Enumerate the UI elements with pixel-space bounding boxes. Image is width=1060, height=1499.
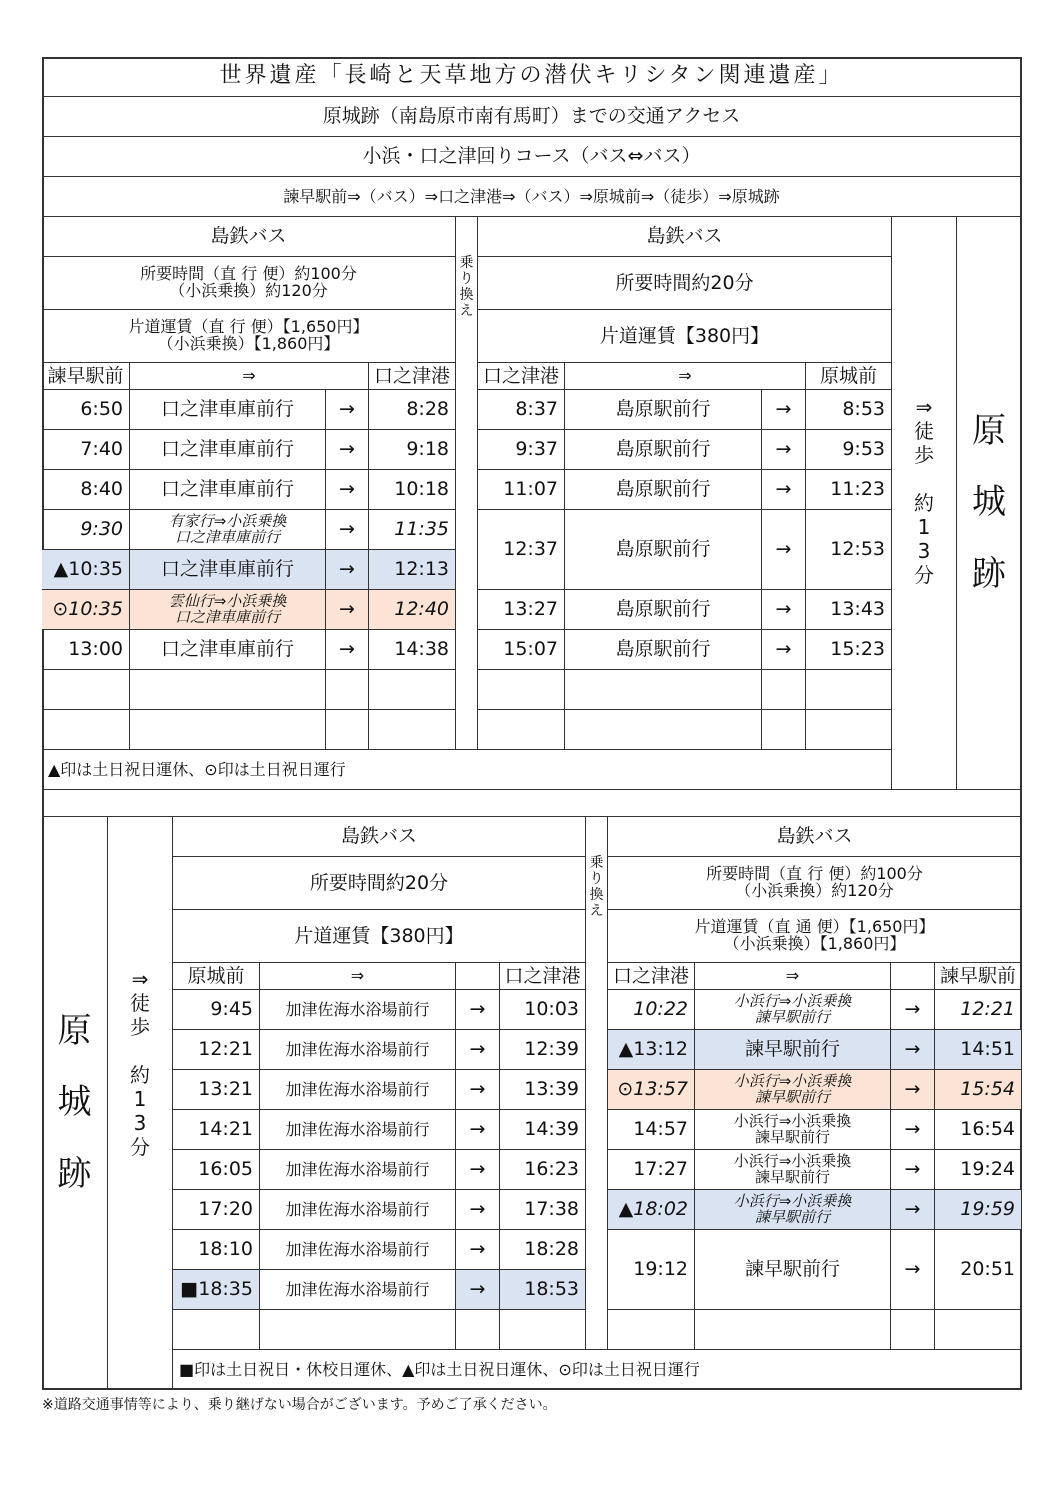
destination-cell-line: 口之津車庫前行 — [174, 527, 280, 546]
col-arrow-blank — [891, 963, 935, 990]
arrow-cell: → — [326, 550, 369, 590]
arrow-cell: → — [762, 590, 806, 630]
destination-cell-line: 小浜行⇒小浜乗換 — [733, 1071, 852, 1090]
destination-cell: 諫早駅前行 — [695, 1230, 891, 1310]
arrow-cell: → — [326, 510, 369, 550]
blank-cell — [42, 670, 130, 710]
destination-cell: 加津佐海水浴場前行 — [260, 1030, 456, 1070]
arrow-cell: → — [891, 1030, 935, 1070]
blank-cell — [806, 670, 892, 710]
transfer-char: え — [589, 903, 604, 920]
arrow-cell: → — [326, 630, 369, 670]
departure-time: 7:40 — [42, 430, 130, 470]
outbound-footnote: ▲印は土日祝日運休、⊙印は土日祝日運行 — [42, 750, 892, 790]
destination-cell-line: 口之津車庫前行 — [174, 607, 280, 626]
arrival-time: 20:51 — [935, 1230, 1022, 1310]
destination-cell-line: 有家行⇒小浜乗換 — [168, 511, 287, 530]
destination-cell: 口之津車庫前行 — [130, 630, 326, 670]
blank-cell — [326, 710, 369, 750]
destination-cell-line: 小浜行⇒小浜乗換 — [733, 1151, 852, 1170]
destination-label-char: 原 — [972, 410, 1006, 451]
leg1-fare-line: 片道運賃（直 行 便）【1,650円】 — [128, 317, 369, 337]
destination-cell — [695, 1150, 891, 1190]
arrow-cell: → — [891, 1150, 935, 1190]
departure-time: 17:20 — [173, 1190, 260, 1230]
departure-time: 17:27 — [608, 1150, 695, 1190]
departure-time: 13:21 — [173, 1070, 260, 1110]
destination-cell-line: 小浜行⇒小浜乗換 — [733, 1111, 852, 1130]
leg2-time-line: （小浜乗換）約120分 — [735, 881, 894, 900]
arrival-time: 9:18 — [369, 430, 456, 470]
destination-cell-line: 雲仙行⇒小浜乗換 — [168, 591, 287, 610]
course-title: 小浜・口之津回りコース（バス⇔バス） — [42, 137, 1022, 177]
arrival-time: 18:53 — [500, 1270, 586, 1310]
destination-cell-line: 諫早駅前行 — [754, 1087, 830, 1106]
arrow-cell: → — [326, 470, 369, 510]
arrival-time: 11:23 — [806, 470, 892, 510]
transfer-char: 換 — [589, 887, 604, 904]
departure-time: 10:22 — [608, 990, 695, 1030]
col-from: 原城前 — [173, 963, 260, 990]
arrow-cell: → — [762, 470, 806, 510]
destination-cell: 加津佐海水浴場前行 — [260, 1070, 456, 1110]
blank-cell — [456, 1310, 500, 1350]
departure-time: 16:05 — [173, 1150, 260, 1190]
walk-column-char — [921, 467, 927, 491]
arrival-time: 15:23 — [806, 630, 892, 670]
arrow-cell: → — [762, 390, 806, 430]
arrival-time: 15:54 — [935, 1070, 1022, 1110]
arrival-time: 9:53 — [806, 430, 892, 470]
departure-time: 13:00 — [42, 630, 130, 670]
departure-time: 12:37 — [478, 510, 565, 590]
arrival-time: 12:13 — [369, 550, 456, 590]
destination-cell — [695, 1070, 891, 1110]
destination-cell-line: 小浜行⇒小浜乗換 — [733, 991, 852, 1010]
blank-cell — [695, 1310, 891, 1350]
col-from: 口之津港 — [608, 963, 695, 990]
departure-time: ■18:35 — [173, 1270, 260, 1310]
leg2-time-line: 所要時間（直 行 便）約100分 — [706, 864, 923, 884]
col-arrow-blank — [456, 963, 500, 990]
disclaimer: ※道路交通事情等により、乗り継げない場合がございます。予めご了承ください。 — [42, 1397, 557, 1413]
arrow-cell: → — [891, 1230, 935, 1310]
departure-time: ▲13:12 — [608, 1030, 695, 1070]
destination-cell — [695, 1190, 891, 1230]
leg1-time — [42, 257, 456, 310]
col-to: 口之津港 — [369, 363, 456, 390]
walk-column-char: 分 — [130, 1135, 150, 1159]
destination-label — [957, 217, 1022, 790]
destination-cell-line: 諫早駅前行 — [754, 1207, 830, 1226]
route-summary: 諫早駅前⇒（バス）⇒口之津港⇒（バス）⇒原城前⇒（徒歩）⇒原城跡 — [42, 177, 1022, 217]
departure-time: ⊙13:57 — [608, 1070, 695, 1110]
arrow-cell: → — [891, 1190, 935, 1230]
destination-label-char: 跡 — [972, 553, 1006, 594]
destination-cell: 島原駅前行 — [565, 590, 762, 630]
inbound-footnote: ■印は土日祝日・休校日運休、▲印は土日祝日運休、⊙印は土日祝日運行 — [173, 1350, 1022, 1390]
arrow-cell: → — [456, 1070, 500, 1110]
destination-cell — [695, 1110, 891, 1150]
blank-cell — [806, 710, 892, 750]
leg1-time: 所要時間約20分 — [173, 857, 586, 910]
walk-column-char: 1 — [133, 1087, 147, 1111]
blank-cell — [326, 670, 369, 710]
departure-time: 8:37 — [478, 390, 565, 430]
arrow-cell: → — [762, 430, 806, 470]
leg2-fare-line: 片道運賃（直 通 便）【1,650円】 — [694, 917, 935, 937]
departure-time: 11:07 — [478, 470, 565, 510]
destination-cell: 口之津車庫前行 — [130, 390, 326, 430]
destination-cell: 加津佐海水浴場前行 — [260, 990, 456, 1030]
transfer-label — [456, 217, 478, 750]
blank-cell — [369, 710, 456, 750]
col-from: 口之津港 — [478, 363, 565, 390]
departure-time: 12:21 — [173, 1030, 260, 1070]
destination-cell — [695, 990, 891, 1030]
destination-cell: 口之津車庫前行 — [130, 550, 326, 590]
leg1-time-line: 所要時間（直 行 便）約100分 — [140, 264, 357, 284]
walk-column-char: 約 — [914, 491, 934, 515]
walk-column-char: 1 — [917, 515, 931, 539]
walk-column-char: 歩 — [130, 1015, 150, 1039]
transfer-label — [586, 817, 608, 1350]
destination-cell: 島原駅前行 — [565, 630, 762, 670]
arrival-time: 8:53 — [806, 390, 892, 430]
arrival-time: 10:18 — [369, 470, 456, 510]
blank-cell — [565, 670, 762, 710]
arrow-cell: → — [762, 510, 806, 590]
arrow-cell: → — [456, 990, 500, 1030]
arrival-time: 14:38 — [369, 630, 456, 670]
arrival-time: 19:59 — [935, 1190, 1022, 1230]
blank-cell — [42, 710, 130, 750]
blank-cell — [260, 1310, 456, 1350]
departure-time: 14:57 — [608, 1110, 695, 1150]
walk-column-char: ⇒ — [131, 967, 149, 991]
destination-cell: 加津佐海水浴場前行 — [260, 1270, 456, 1310]
origin-label-char: 跡 — [57, 1153, 92, 1194]
destination-cell: 加津佐海水浴場前行 — [260, 1110, 456, 1150]
arrow-cell: → — [891, 1110, 935, 1150]
arrival-time: 14:51 — [935, 1030, 1022, 1070]
walk-column-char: 3 — [917, 539, 931, 563]
arrow-cell: → — [762, 630, 806, 670]
destination-cell: 加津佐海水浴場前行 — [260, 1150, 456, 1190]
leg2-time: 所要時間約20分 — [478, 257, 892, 310]
walk-column-char — [137, 1039, 143, 1063]
destination-cell-line: 諫早駅前行 — [754, 1007, 830, 1026]
departure-time: ⊙10:35 — [42, 590, 130, 630]
arrow-cell: → — [326, 430, 369, 470]
leg1-operator: 島鉄バス — [173, 817, 586, 857]
arrow-cell: → — [456, 1110, 500, 1150]
leg1-fare — [42, 310, 456, 363]
arrow-cell: → — [456, 1150, 500, 1190]
transfer-char: り — [589, 871, 604, 888]
walk-column — [108, 817, 173, 1390]
origin-label — [42, 817, 108, 1390]
departure-time: 9:30 — [42, 510, 130, 550]
origin-label-char: 原 — [57, 1010, 92, 1051]
arrival-time: 12:21 — [935, 990, 1022, 1030]
arrow-cell: → — [326, 390, 369, 430]
departure-time: 6:50 — [42, 390, 130, 430]
destination-cell: 島原駅前行 — [565, 430, 762, 470]
arrival-time: 19:24 — [935, 1150, 1022, 1190]
blank-cell — [565, 710, 762, 750]
departure-time: 9:37 — [478, 430, 565, 470]
destination-cell-line: 諫早駅前行 — [754, 1127, 830, 1146]
arrow-cell: → — [326, 590, 369, 630]
leg1-fare-line: （小浜乗換）【1,860円】 — [157, 334, 340, 353]
blank-cell — [130, 670, 326, 710]
walk-column — [892, 217, 957, 790]
departure-time: 19:12 — [608, 1230, 695, 1310]
page-title: 世界遺産「長崎と天草地方の潜伏キリシタン関連遺産」 — [42, 57, 1022, 97]
arrival-time: 13:43 — [806, 590, 892, 630]
blank-cell — [762, 670, 806, 710]
transfer-char: え — [459, 303, 474, 320]
blank-cell — [500, 1310, 586, 1350]
destination-cell — [130, 590, 326, 630]
leg2-time — [608, 857, 1022, 910]
destination-cell-line: 諫早駅前行 — [754, 1167, 830, 1186]
walk-column-char: 徒 — [130, 991, 150, 1015]
destination-cell-line: 小浜行⇒小浜乗換 — [733, 1191, 852, 1210]
arrival-time: 12:53 — [806, 510, 892, 590]
arrow-cell: → — [456, 1270, 500, 1310]
walk-column-char: 徒 — [914, 419, 934, 443]
destination-cell: 加津佐海水浴場前行 — [260, 1190, 456, 1230]
destination-cell: 口之津車庫前行 — [130, 430, 326, 470]
blank-cell — [891, 1310, 935, 1350]
destination-cell: 島原駅前行 — [565, 510, 762, 590]
blank-cell — [608, 1310, 695, 1350]
transfer-char: 乗 — [589, 855, 604, 871]
walk-column-char: 歩 — [914, 443, 934, 467]
leg1-time-line: （小浜乗換）約120分 — [169, 281, 328, 300]
origin-label-char: 城 — [57, 1082, 92, 1123]
leg1-operator: 島鉄バス — [42, 217, 456, 257]
arrow-cell: → — [891, 1070, 935, 1110]
arrival-time: 11:35 — [369, 510, 456, 550]
col-to: 諫早駅前 — [935, 963, 1022, 990]
transfer-char: り — [459, 271, 474, 288]
walk-column-char: 3 — [133, 1111, 147, 1135]
leg2-fare-line: （小浜乗換）【1,860円】 — [723, 934, 906, 953]
col-arrow: ⇒ — [695, 963, 891, 990]
blank-cell — [369, 670, 456, 710]
destination-cell: 島原駅前行 — [565, 390, 762, 430]
leg2-operator: 島鉄バス — [608, 817, 1022, 857]
walk-column-char: ⇒ — [915, 395, 933, 419]
blank-cell — [173, 1310, 260, 1350]
col-arrow: ⇒ — [260, 963, 456, 990]
destination-cell: 島原駅前行 — [565, 470, 762, 510]
arrow-cell: → — [456, 1030, 500, 1070]
arrival-time: 12:39 — [500, 1030, 586, 1070]
departure-time: ▲10:35 — [42, 550, 130, 590]
destination-cell: 加津佐海水浴場前行 — [260, 1230, 456, 1270]
arrow-cell: → — [891, 990, 935, 1030]
departure-time: 18:10 — [173, 1230, 260, 1270]
destination-cell: 諫早駅前行 — [695, 1030, 891, 1070]
spacer-row — [42, 790, 1022, 817]
arrival-time: 14:39 — [500, 1110, 586, 1150]
arrow-cell: → — [456, 1190, 500, 1230]
blank-cell — [130, 710, 326, 750]
arrival-time: 16:54 — [935, 1110, 1022, 1150]
subtitle: 原城跡（南島原市南有馬町）までの交通アクセス — [42, 97, 1022, 137]
col-arrow: ⇒ — [130, 363, 369, 390]
destination-label-char: 城 — [972, 482, 1006, 523]
departure-time: 9:45 — [173, 990, 260, 1030]
departure-time: 13:27 — [478, 590, 565, 630]
departure-time: 8:40 — [42, 470, 130, 510]
blank-cell — [762, 710, 806, 750]
arrival-time: 17:38 — [500, 1190, 586, 1230]
departure-time: ▲18:02 — [608, 1190, 695, 1230]
walk-column-char: 約 — [130, 1063, 150, 1087]
blank-cell — [478, 670, 565, 710]
col-to: 口之津港 — [500, 963, 586, 990]
departure-time: 15:07 — [478, 630, 565, 670]
leg2-operator: 島鉄バス — [478, 217, 892, 257]
arrival-time: 13:39 — [500, 1070, 586, 1110]
blank-cell — [478, 710, 565, 750]
arrow-cell: → — [456, 1230, 500, 1270]
destination-cell — [130, 510, 326, 550]
destination-cell: 口之津車庫前行 — [130, 470, 326, 510]
transfer-char: 乗 — [459, 255, 474, 271]
arrival-time: 8:28 — [369, 390, 456, 430]
col-arrow: ⇒ — [565, 363, 806, 390]
arrival-time: 18:28 — [500, 1230, 586, 1270]
walk-column-char: 分 — [914, 563, 934, 587]
arrival-time: 16:23 — [500, 1150, 586, 1190]
leg2-fare — [608, 910, 1022, 963]
col-from: 諫早駅前 — [42, 363, 130, 390]
transfer-char: 換 — [459, 287, 474, 304]
arrival-time: 10:03 — [500, 990, 586, 1030]
blank-cell — [935, 1310, 1022, 1350]
leg2-fare: 片道運賃【380円】 — [478, 310, 892, 363]
departure-time: 14:21 — [173, 1110, 260, 1150]
arrival-time: 12:40 — [369, 590, 456, 630]
leg1-fare: 片道運賃【380円】 — [173, 910, 586, 963]
col-to: 原城前 — [806, 363, 892, 390]
